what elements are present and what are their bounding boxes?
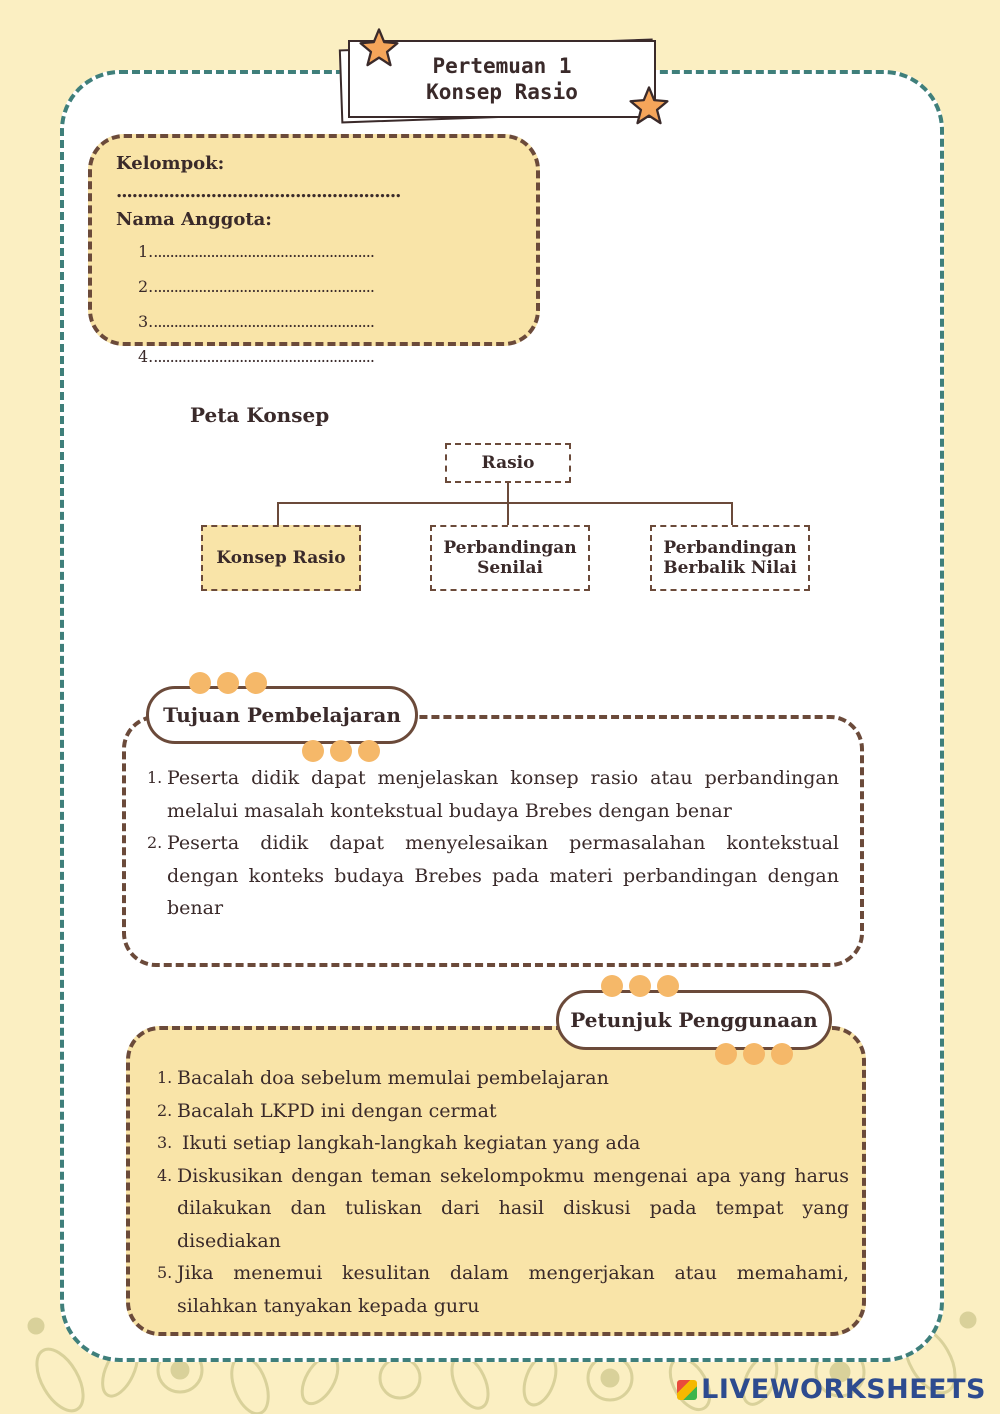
item-text: Ikuti setiap langkah-langkah kegiatan yang ada [182, 1132, 641, 1154]
connector-line [277, 502, 279, 526]
concept-node-perbandingan-senilai: Perbandingan Senilai [430, 525, 590, 591]
concept-root-node: Rasio [445, 443, 571, 483]
topic-title: Konsep Rasio [426, 80, 578, 104]
list-item [157, 1062, 849, 1095]
member-number: 3. [138, 312, 154, 331]
decor-dot [657, 975, 679, 997]
member-blank[interactable]: ...................................................... [153, 242, 374, 261]
item-text: Peserta didik dapat menyelesaikan permasalahan kontekstual dengan konteks budaya Brebes pada materi perbandingan dengan benar [167, 832, 839, 919]
concept-node-konsep-rasio: Konsep Rasio [201, 525, 361, 591]
connector-line [507, 483, 509, 503]
member-blank[interactable]: ...................................................... [153, 347, 374, 366]
member-blank[interactable]: ...................................................... [153, 312, 374, 331]
list-item [157, 1257, 849, 1322]
list-item [157, 1160, 849, 1258]
item-number: 3. [157, 1133, 173, 1152]
star-icon [356, 26, 402, 72]
item-number: 1. [147, 768, 163, 787]
decor-dot [217, 672, 239, 694]
member-row [138, 304, 512, 339]
item-number: 2. [147, 833, 163, 852]
item-text: Peserta didik dapat menjelaskan konsep rasio atau perbandingan melalui masalah kontekstual budaya Brebes dengan benar [167, 767, 839, 822]
item-text: Bacalah doa sebelum memulai pembelajaran [177, 1067, 609, 1089]
member-number: 1. [138, 242, 154, 261]
decor-dot [189, 672, 211, 694]
connector-line [731, 502, 733, 526]
meeting-label: Pertemuan 1 [432, 54, 572, 78]
instructions-list [157, 1062, 849, 1322]
decor-dot [245, 672, 267, 694]
liveworksheets-watermark[interactable] [677, 1374, 986, 1405]
concept-map-title: Peta Konsep [190, 403, 330, 427]
connector-line [277, 502, 733, 504]
item-text: Bacalah LKPD ini dengan cermat [177, 1099, 497, 1122]
member-number: 2. [138, 277, 154, 296]
decor-dot [302, 740, 324, 762]
item-number: 1. [157, 1068, 173, 1087]
decor-dot [601, 975, 623, 997]
member-row [138, 234, 512, 269]
instructions-title: Petunjuk Penggunaan [556, 990, 832, 1050]
liveworksheets-logo-icon [677, 1380, 697, 1400]
item-text: Diskusikan dengan teman sekelompokmu mengenai apa yang harus dilakukan dan tuliskan dari hasil diskusi pada tempat yang disediakan [177, 1164, 849, 1252]
item-text: Jika menemui kesulitan dalam mengerjakan atau memahami, silahkan tanyakan kepada guru [177, 1262, 849, 1317]
decor-dot [629, 975, 651, 997]
member-row [138, 339, 512, 374]
item-number: 4. [157, 1165, 173, 1185]
decor-dot [330, 740, 352, 762]
member-row [138, 269, 512, 304]
member-blank[interactable]: ...................................................... [153, 277, 374, 296]
group-identity-box [88, 134, 540, 366]
group-row [116, 150, 512, 206]
group-label: Kelompok: [116, 153, 225, 174]
objectives-list [147, 762, 839, 925]
watermark-text: LIVEWORKSHEETS [701, 1374, 986, 1405]
objectives-title: Tujuan Pembelajaran [146, 686, 418, 744]
members-label: Nama Anggota: [116, 209, 272, 230]
item-number: 5. [157, 1263, 173, 1282]
list-item [147, 762, 839, 827]
list-item [157, 1127, 849, 1160]
concept-node-berbalik-nilai: Perbandingan Berbalik Nilai [650, 525, 810, 591]
star-icon [626, 84, 672, 130]
list-item [147, 827, 839, 925]
item-number: 2. [157, 1100, 173, 1120]
member-number: 4. [138, 347, 154, 366]
list-item [157, 1095, 849, 1128]
connector-line [507, 502, 509, 526]
group-blank[interactable]: ...................................................... [116, 181, 401, 202]
decor-dot [358, 740, 380, 762]
